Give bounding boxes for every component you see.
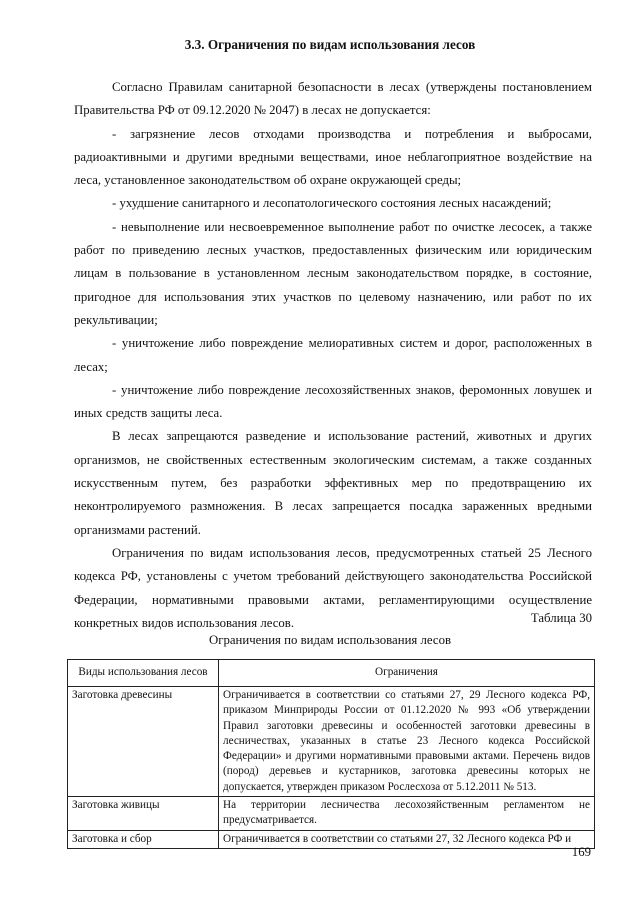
table-label: Таблица 30 <box>530 611 592 625</box>
paragraph: - ухудшение санитарного и лесопатологического состояния лесных насаждений; <box>112 196 552 211</box>
table-title: Ограничения по видам использования лесов <box>208 633 452 647</box>
table-row <box>68 830 595 848</box>
table-cell-usage-type: Заготовка древесины <box>68 687 219 797</box>
paragraph: - уничтожение либо повреждение лесохозяйственных знаков, феромонных ловушек и иных средств защиты леса. <box>74 382 592 421</box>
table-row <box>68 797 595 831</box>
paragraph: - невыполнение или несвоевременное выполнение работ по очистке лесосек, а также работ по приведению лесных участков, предоставленных физическим или юридическим лицам в пользование в установленном лесным законодательством порядке, в состояние, пригодное для использования этих участков по целевому назначению, или работ по их рекультивации; <box>74 219 592 327</box>
table-cell-restriction: На территории лесничества лесохозяйственным регламентом не предусматривается. <box>219 797 595 831</box>
restrictions-table <box>67 659 595 849</box>
section-heading: 3.3. Ограничения по видам использования лесов <box>184 37 476 52</box>
page-number: 169 <box>571 845 591 859</box>
paragraph: - уничтожение либо повреждение мелиоративных систем и дорог, расположенных в лесах; <box>74 336 592 374</box>
paragraph: - загрязнение лесов отходами производства и потребления и выбросами, радиоактивными и другими вредными веществами, иное неблагоприятное воздействие на леса, установленное законодательством об охране окружающей среды; <box>74 126 592 188</box>
table-header-cell: Ограничения <box>219 660 595 687</box>
paragraph: В лесах запрещаются разведение и использование растений, животных и других организмов, не свойственных естественным экологическим системам, а также созданных искусственным путем, без разработки эффективных мер по предотвращению их неконтролируемого размножения. В лесах запрещается посадка зараженных вредными организмами растений. <box>74 429 592 537</box>
table-cell-restriction: Ограничивается в соответствии со статьями 27, 29 Лесного кодекса РФ, приказом Минприроды России от 01.12.2020 № 993 «Об утверждении Правил заготовки древесины и особенностей заготовки древесины в лесничествах, указанных в статье 23 Лесного кодекса Российской Федерации» и другими нормативными правовыми актами. Перечень видов (пород) деревьев и кустарников, заготовка древесины которых не допускается, утвержден приказом Рослесхоза от 5.12.2011 № 513. <box>219 687 595 797</box>
table-row <box>68 687 595 797</box>
table-cell-usage-type: Заготовка живицы <box>68 797 219 831</box>
paragraph: Согласно Правилам санитарной безопасности в лесах (утверждены постановлением Правительства РФ от 09.12.2020 № 2047) в лесах не допускается: <box>74 80 592 118</box>
table-cell-usage-type: Заготовка и сбор <box>68 830 219 848</box>
table-header-row <box>68 660 595 687</box>
table-cell-restriction: Ограничивается в соответствии со статьями 27, 32 Лесного кодекса РФ и <box>219 830 595 848</box>
paragraph: Ограничения по видам использования лесов, предусмотренных статьей 25 Лесного кодекса РФ, установлены с учетом требований действующего законодательства Российской Федерации, нормативными правовыми актами, регламентирующими осуществление конкретных видов использования лесов. <box>74 545 592 630</box>
table-header-cell: Виды использования лесов <box>68 660 219 687</box>
body-text <box>74 76 592 635</box>
